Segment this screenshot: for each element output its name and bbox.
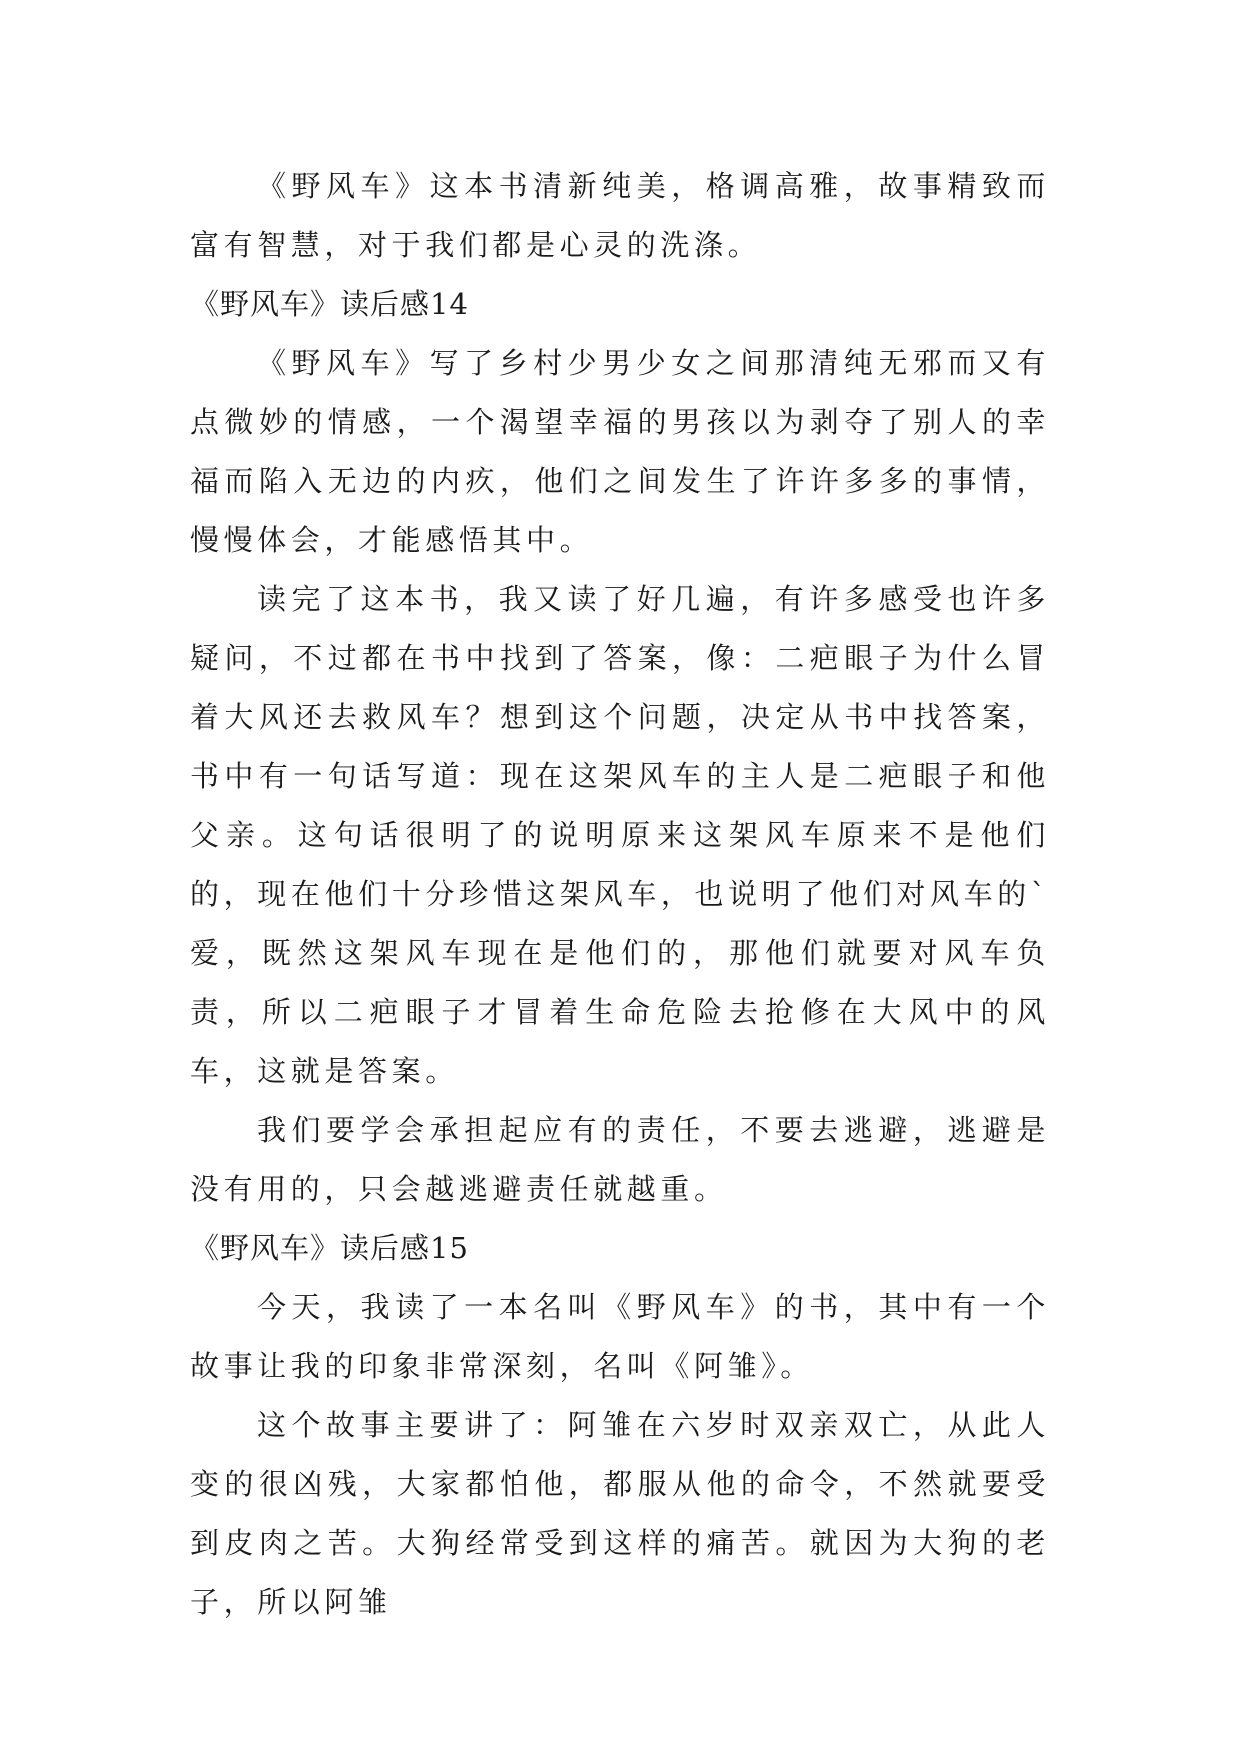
- section-heading: 《野风车》读后感15: [190, 1231, 469, 1265]
- section-heading: 《野风车》读后感14: [190, 287, 469, 321]
- body-paragraph: 《野风车》写了乡村少男少女之间那清纯无邪而又有点微妙的情感，一个渴望幸福的男孩以为剥夺了别人的幸福而陷入无边的内疚，他们之间发生了许许多多的事情，慢慢体会，才能感悟其中。: [190, 346, 1050, 557]
- body-paragraph: 我们要学会承担起应有的责任，不要去逃避，逃避是没有用的，只会越逃避责任就越重。: [190, 1113, 1050, 1206]
- body-paragraph: 今天，我读了一本名叫《野风车》的书，其中有一个故事让我的印象非常深刻，名叫《阿雏》。: [190, 1290, 1050, 1383]
- document-body: [190, 157, 1050, 1632]
- body-paragraph: 读完了这本书，我又读了好几遍，有许多感受也许多疑问，不过都在书中找到了答案，像：二疤眼子为什么冒着大风还去救风车？想到这个问题，决定从书中找答案，书中有一句话写道：现在这架风车的主人是二疤眼子和他父亲。这句话很明了的说明原来这架风车原来不是他们的，现在他们十分珍惜这架风车，也说明了他们对风车的`爱，既然这架风车现在是他们的，那他们就要对风车负责，所以二疤眼子才冒着生命危险去抢修在大风中的风车，这就是答案。: [190, 582, 1050, 1088]
- body-paragraph: 《野风车》这本书清新纯美，格调高雅，故事精致而富有智慧，对于我们都是心灵的洗涤。: [190, 169, 1050, 262]
- body-paragraph: 这个故事主要讲了：阿雏在六岁时双亲双亡，从此人变的很凶残，大家都怕他，都服从他的命令，不然就要受到皮肉之苦。大狗经常受到这样的痛苦。就因为大狗的老子，所以阿雏: [190, 1408, 1050, 1619]
